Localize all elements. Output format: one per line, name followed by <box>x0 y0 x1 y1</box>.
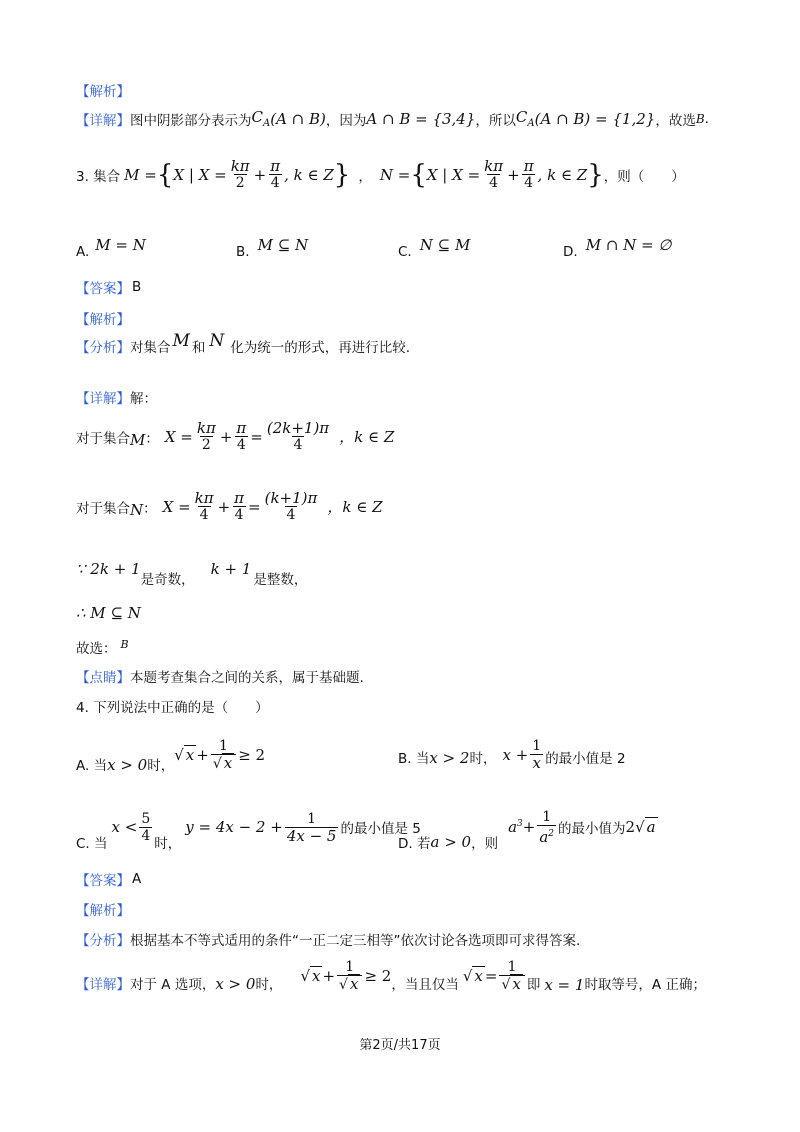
analysis-tag-1 <box>76 80 130 100</box>
n-frac-pi-4: $\frac{\pi}{4}$ <box>234 489 245 523</box>
q4-d-ze: ，则 <box>471 836 499 852</box>
q4-fenxi-text: 根据基本不等式适用的条件“一正二定三相等”依次讨论各选项即可求得答案. <box>130 933 581 949</box>
n-frac-k1: $\frac{(k+1)\pi}{4}$ <box>264 489 318 523</box>
q4-detail-a: 对于 A 选项， <box>130 977 216 993</box>
dianjing-text: 本题考查集合之间的关系，属于基础题. <box>130 670 364 686</box>
choose-label: 故选： <box>76 641 117 657</box>
detail-text-b: ，因为 <box>325 112 367 129</box>
tag-detail: 【详解】 <box>76 112 130 129</box>
tag-fenxi: 【分析】 <box>76 340 130 356</box>
q4-option-b <box>398 738 626 771</box>
n-frac-kpi-4: $\frac{k\pi}{4}$ <box>194 489 214 523</box>
because-expr: ∵ 2k + 1 <box>76 560 141 578</box>
q4-d-frac: $\frac{1}{a^2}$ <box>539 809 555 846</box>
q4-a-shi: 时， <box>147 758 175 774</box>
q4-d-min: 的最小值为 <box>558 821 626 837</box>
q4-detail-sqrt: √ x <box>300 967 321 985</box>
question-3: 3. 集合 M = { X | X = $\frac{k\pi}{2}$ + $\frac{\pi}{4}$ , k ∈ Z } ， N = { X | X = $\frac{k\pi}{4}$ + $\frac{\pi}{4}$ , k ∈ Z } ，则（ ） <box>76 157 685 191</box>
q4-d-cond: a > 0 <box>430 833 472 851</box>
is-int: 是整数， <box>253 572 308 588</box>
brace-close: } <box>333 159 351 190</box>
m-frac-pi-4: $\frac{\pi}{4}$ <box>236 419 247 453</box>
choose-value: B <box>120 637 129 651</box>
complement-symbol-2: $C_A$ <box>515 108 535 129</box>
frac-kpi-4: $\frac{k\pi}{4}$ <box>484 157 504 191</box>
q4-option-a: A. 当 x > 0 时， √ x + $\frac{1}{√ x}$ ≥ 2 <box>76 738 266 774</box>
q4-a-frac: $\frac{1}{√ x}$ <box>211 738 236 772</box>
set-m-head: M = <box>124 165 157 184</box>
q3-dianjing <box>76 666 364 686</box>
frac-pi-4-n: $\frac{\pi}{4}$ <box>523 157 534 191</box>
q3-option-a-expr: M = N <box>95 236 146 254</box>
q3-option-a <box>76 230 146 260</box>
q4-b-xplus: x + <box>502 745 529 764</box>
q3-therefore <box>76 604 141 622</box>
analysis-tag-2 <box>76 308 130 328</box>
tag-analysis: 【解析】 <box>76 84 130 100</box>
q4-b-frac: $\frac{1}{x}$ <box>532 738 542 772</box>
q4-d-label: D. 若 <box>398 836 431 852</box>
q3-option-c-expr: N ⊆ M <box>419 236 471 254</box>
q4-detail-b: ，当且仅当 <box>391 977 459 993</box>
q4-detail: 【详解】 对于 A 选项， x > 0 时， √ x + $\frac{1}{√ x}$ ≥ 2 ，当且仅当 √ x = $\frac{1}{√ x}$ 即 x = 1 时取等号，A 正确； <box>76 959 706 994</box>
colon-m: ： <box>145 430 159 447</box>
page-footer: 第2页/共17页 <box>359 1038 441 1053</box>
detail-line-1 <box>76 108 709 129</box>
brace-open-n: { <box>410 159 427 190</box>
q3-option-b-label: B. <box>236 244 250 260</box>
q3-choose <box>76 637 129 657</box>
q4-d-2sqrta: 2√ a <box>625 818 656 836</box>
in-z-n: , k ∈ Z <box>537 165 588 184</box>
q4-c-min: 的最小值是 5 <box>340 821 421 837</box>
q3-for-m: 对于集合 M ： X = $\frac{k\pi}{2}$ + $\frac{\pi}{4}$ = $\frac{(2k+1)\pi}{4}$ ，k ∈ Z <box>76 419 395 453</box>
complement-expr-1: (A ∩ B) <box>270 109 326 128</box>
analysis-tag-3 <box>76 899 130 919</box>
detail-text-a: 图中阴影部分表示为 <box>130 112 252 129</box>
q3-for-n: 对于集合 N ： X = $\frac{k\pi}{4}$ + $\frac{\pi}{4}$ = $\frac{(k+1)\pi}{4}$ ，k ∈ Z <box>76 489 383 523</box>
in-z: , k ∈ Z <box>284 165 334 184</box>
q3-answer <box>76 277 141 297</box>
q4-detail-geq: ≥ 2 <box>364 967 392 985</box>
q3-option-c-label: C. <box>398 244 412 260</box>
q4-detail-c: 即 <box>526 977 541 993</box>
n-k-in-z: ，k ∈ Z <box>327 498 383 516</box>
q4-b-shi: 时， <box>469 750 497 767</box>
q4-detail-sqrt2: √ x <box>462 967 483 985</box>
q3-option-d-expr: M ∩ N = ∅ <box>585 236 672 254</box>
complement-symbol: $C_A$ <box>251 108 271 129</box>
q4-a-cond: x > 0 <box>107 756 148 774</box>
q4-detail-d: 时取等号，A 正确； <box>584 977 706 993</box>
q4-b-min: 的最小值是 2 <box>545 750 626 767</box>
brace-open: { <box>156 159 174 190</box>
q4-a-label: A. 当 <box>76 758 108 774</box>
detail-text-c: ，所以 <box>475 112 516 129</box>
q4-a-geq: ≥ 2 <box>238 746 266 764</box>
intersection-expr: A ∩ B = {3,4} <box>366 109 476 128</box>
q3-because <box>76 558 307 588</box>
q4-answer-value: A <box>132 871 142 887</box>
tag-dianjing: 【点睛】 <box>76 670 130 686</box>
q4-a-sqrt: √ x <box>174 746 195 764</box>
question-4 <box>76 696 269 716</box>
q4-detail-frac: $\frac{1}{√ x}$ <box>337 959 362 993</box>
q4-fenxi <box>76 929 580 949</box>
tag-answer: 【答案】 <box>76 281 130 297</box>
k-plus-1: k + 1 <box>210 560 252 578</box>
set-n-head: N = <box>379 165 411 184</box>
frac-pi-4: $\frac{\pi}{4}$ <box>270 157 281 191</box>
tag-analysis-3: 【解析】 <box>76 903 130 919</box>
q4-c-xlt: x < <box>111 818 138 836</box>
brace-close-n: } <box>587 159 604 190</box>
is-odd: 是奇数， <box>140 572 195 588</box>
fenxi-text-b: 化为统一的形式，再进行比较. <box>230 340 411 356</box>
q4-label: 4. 下列说法中正确的是（ ） <box>76 700 269 716</box>
q4-c-frac2: $\frac{1}{4x - 5}$ <box>286 810 337 845</box>
plus-sign: + <box>253 165 267 184</box>
tag-fenxi-2: 【分析】 <box>76 933 130 949</box>
q4-detail-shi: 时， <box>255 977 283 993</box>
tag-detail-2: 【详解】 <box>76 391 130 407</box>
q4-answer <box>76 869 141 889</box>
m-k-in-z: ，k ∈ Z <box>339 428 395 446</box>
detail-choice: B <box>695 111 705 126</box>
q4-b-cond: x > 2 <box>429 748 470 767</box>
fenxi-m: M <box>172 331 190 351</box>
q4-c-frac: $\frac{5}{4}$ <box>141 810 151 844</box>
q4-d-a3: $a^3$ <box>508 818 523 836</box>
detail-end: . <box>704 110 709 127</box>
tag-detail-3: 【详解】 <box>76 977 130 993</box>
detail-jie: 解： <box>130 391 157 407</box>
q4-c-label: C. 当 <box>76 836 108 852</box>
q4-c-shi: 时， <box>154 836 182 852</box>
q4-option-c <box>76 802 421 852</box>
m-frac-kpi-2: $\frac{k\pi}{2}$ <box>196 419 216 453</box>
q3-answer-value: B <box>132 279 142 295</box>
tag-analysis-2: 【解析】 <box>76 312 130 328</box>
q3-option-b <box>236 230 308 260</box>
q4-detail-frac2: $\frac{1}{√ x}$ <box>499 959 524 993</box>
m-frac-2k1: $\frac{(2k+1)\pi}{4}$ <box>266 419 330 453</box>
fenxi-n: N <box>209 331 225 351</box>
plus-sign-n: + <box>507 165 520 184</box>
q3-option-d <box>563 230 671 260</box>
for-m-label: 对于集合 <box>76 430 130 447</box>
q3-label: 3. 集合 <box>76 168 121 185</box>
q4-b-label: B. 当 <box>398 750 430 767</box>
q4-detail-cond: x > 0 <box>215 975 256 993</box>
q3-fenxi <box>76 331 411 356</box>
q4-option-d: D. 若 a > 0 ，则 $a^3$ + $\frac{1}{a^2}$ 的最小值为 2√ a <box>398 809 656 852</box>
q3-option-d-label: D. <box>563 244 578 260</box>
complement-result: (A ∩ B) = {1,2} <box>534 109 656 128</box>
fenxi-and: 和 <box>191 340 206 356</box>
q4-c-yexpr: y = 4x − 2 + <box>185 818 283 836</box>
q3-option-b-expr: M ⊆ N <box>257 236 309 254</box>
x-eq-n: X = <box>162 497 191 516</box>
x-eq-m: X = <box>164 427 193 446</box>
set-n-cond: X | X = <box>426 165 481 184</box>
fenxi-text-a: 对集合 <box>130 340 171 356</box>
for-n-label: 对于集合 <box>76 500 130 517</box>
therefore-expr: ∴ M ⊆ N <box>76 604 141 622</box>
for-n-symbol: N <box>130 500 144 519</box>
q3-option-a-label: A. <box>76 244 90 260</box>
tag-answer-2: 【答案】 <box>76 873 130 889</box>
for-m-symbol: M <box>130 430 146 449</box>
q3-tail: ，则（ ） <box>603 168 685 185</box>
set-m-cond: X | X = <box>173 165 227 184</box>
detail-text-d: ，故选 <box>655 112 696 129</box>
colon-n: ： <box>143 500 157 517</box>
q4-detail-x1: x = 1 <box>544 976 585 994</box>
q3-option-c <box>398 230 470 260</box>
frac-kpi-2: $\frac{k\pi}{2}$ <box>230 157 250 191</box>
q3-detail-start <box>76 387 157 407</box>
